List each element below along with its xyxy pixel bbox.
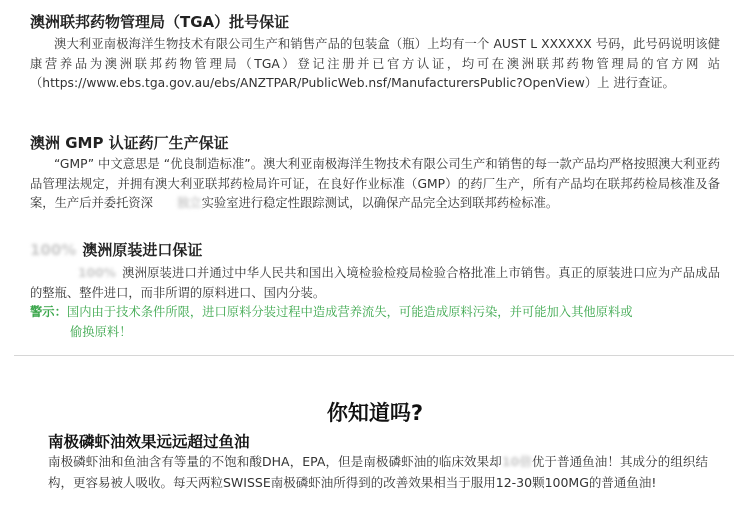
section-divider [14, 355, 734, 356]
gmp-blurred-text: 独立 [176, 196, 202, 210]
tga-section [30, 12, 720, 94]
origin-paragraph [30, 264, 720, 303]
warning-label: 警示： [30, 305, 67, 319]
did-you-know-title: 你知道吗? [326, 401, 424, 425]
krill-oil-subtitle: 南极磷虾油效果远远超过鱼油 [48, 433, 250, 451]
krill-blurred-text: 10倍 [501, 454, 532, 469]
gmp-text-after: 实验室进行稳定性跟踪测试，以确保产品完全达到联邦药检标准。 [201, 196, 559, 210]
gmp-text-before: “GMP” 中文意思是 “优良制造标准”。澳大利亚南极海洋生物技术有限公司生产和销售的每一款产品均严格按照澳大利亚药品管理法规定，并拥有澳大利亚联邦药检局许可证，在良好作业标准（GMP）的药厂生产，所有产品均在联邦药检局核准及备案，生产后并委托资深 [30, 157, 720, 210]
krill-oil-paragraph [48, 452, 708, 493]
warning-line-2: 偷换原料！ [70, 324, 132, 339]
warning-note [30, 303, 720, 342]
origin-heading [30, 240, 720, 260]
origin-heading-text: 澳洲原装进口保证 [82, 241, 203, 259]
origin-heading-blurred: 100% [30, 241, 77, 259]
origin-body-text: 澳洲原装进口并通过中华人民共和国出入境检验检疫局检验合格批准上市销售。真正的原装进口应为产品成品的整瓶、整件进口，而非所谓的原料进口、国内分装。 [30, 266, 720, 300]
gmp-section [30, 133, 720, 214]
krill-text-before: 南极磷虾油和鱼油含有等量的不饱和酸DHA，EPA，但是南极磷虾油的临床效果却 [48, 454, 502, 469]
tga-paragraph: 澳大利亚南极海洋生物技术有限公司生产和销售产品的包装盒（瓶）上均有一个 AUST L XXXXXX 号码，此号码说明该健康营养品为澳洲联邦药物管理局（TGA）登记注册并已官方认证，均可在澳洲联邦药物管理局的官方网 站（https://www.ebs.tga.gov.au/ebs/ANZTPAR/PublicWeb.nsf/ManufacturersPublic?OpenView）上 进行查证。 [30, 37, 720, 90]
krill-text-after: 优于普通鱼油！其成分的组织结构，更容易被人吸收。每天两粒SWISSE南极磷虾油所得到的改善效果相当于服用12-30颗100MG的普通鱼油! [48, 454, 708, 490]
warning-line-1: 国内由于技术条件所限，进口原料分装过程中造成营养流失，可能造成原料污染，并可能加入其他原料或 [66, 305, 633, 319]
gmp-heading: 澳洲 GMP 认证药厂生产保证 [30, 134, 229, 152]
gmp-paragraph [30, 155, 720, 214]
origin-section [30, 240, 720, 342]
tga-heading: 澳洲联邦药物管理局（TGA）批号保证 [30, 13, 290, 31]
origin-body-blurred: 100% [78, 266, 116, 280]
